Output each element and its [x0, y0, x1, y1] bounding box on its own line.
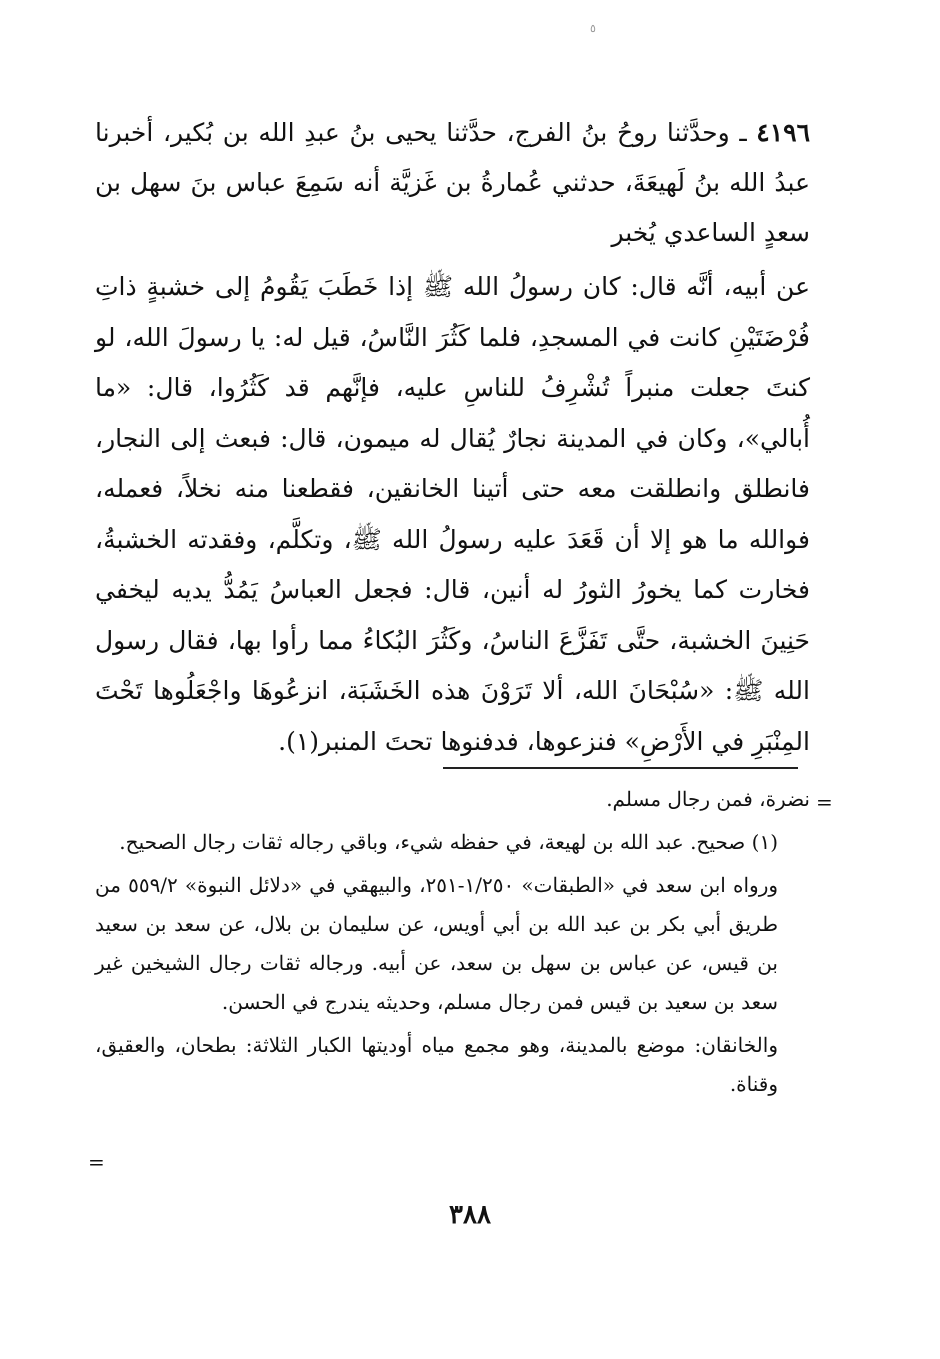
page-number: ٣٨٨ [449, 1200, 491, 1230]
footnote-continuation-marker: = [816, 790, 833, 814]
footnote-end-marker: = [88, 1150, 105, 1174]
footnotes [95, 780, 810, 1108]
footnote-1-gloss: والخانقان: موضع بالمدينة، وهو مجمع مياه أوديتها الكبار الثلاثة: بطحان، والعقيق، وقناة. [95, 1033, 778, 1096]
hadith-matn: عن أبيه، أنَّه قال: كان رسولُ الله ﷺ إذا خَطَبَ يَقُومُ إلى خشبةٍ ذاتِ فُرْضَتَيْنِ كانت في المسجدِ، فلما كَثُرَ النَّاسُ، قيل له: يا رسولَ الله، لو كنتَ جعلت منبراً تُشْرِفُ للناسِ عليه، فإنَّهم قد كَثُرُوا، قال: «ما أُبالي»، وكان في المدينة نجارٌ يُقال له ميمون، قال: فبعث إلى النجار، فانطلق وانطلقت معه حتى أتينا الخانقين، فقطعنا منه نخلاً، فعمله، فوالله ما هو إلا أن قَعَدَ عليه رسولُ الله ﷺ، وتكلَّم، وفقدته الخشبةُ، فخارت كما يخورُ الثورُ له أنين، قال: فجعل العباسُ يَمُدُّ يديه ليخفي حَنِينَ الخشبة، حتَّى تَفَزَّعَ الناسُ، وكَثُرَ البُكاءُ مما رأوا بها، فقال رسول الله ﷺ: «سُبْحَانَ الله، ألا تَرَوْنَ هذه الخَشَبَة، انزعُوهَا واجْعَلُوها تَحْتَ المِنْبَرِ في الأَرْضِ» فنزعوها، فدفنوها تحتَ المنبر(١). [95, 272, 810, 756]
hadith-number: ٤١٩٦ [756, 118, 810, 147]
footnote-1-sources: ورواه ابن سعد في «الطبقات» ١/٢٥٠-٢٥١، والبيهقي في «دلائل النبوة» ٥٥٩/٢ من طريق أبي بكر بن عبد الله بن أبي أويس، عن سليمان بن بلال، عن سعد بن سعيد بن قيس، عن عباس بن سهل بن سعد، عن أبيه. ورجاله ثقات رجال الشيخين غير سعد بن سعيد بن قيس فمن رجال مسلم، وحديثه يندرج في الحسن. [95, 873, 779, 1014]
hadith-header [95, 108, 810, 258]
footnote-carryover: نضرة، فمن رجال مسلم. [606, 787, 810, 811]
footnote-1: (١) صحيح. عبد الله بن لهيعة، في حفظه شيء، وباقي رجاله ثقات رجال الصحيح. [119, 830, 778, 854]
corner-mark: ٥ [590, 22, 596, 35]
footnote-separator [443, 767, 798, 769]
hadith-isnad: ـ وحدَّثنا روحُ بنُ الفرج، حدَّثنا يحيى بنُ عبدِ الله بن بُكير، أخبرنا عبدُ الله بنُ لَهيعَةَ، حدثني عُمارةُ بن غَزيَّة أنه سَمِعَ عباس بنَ سهل بن سعدٍ الساعدي يُخبر [95, 118, 810, 247]
